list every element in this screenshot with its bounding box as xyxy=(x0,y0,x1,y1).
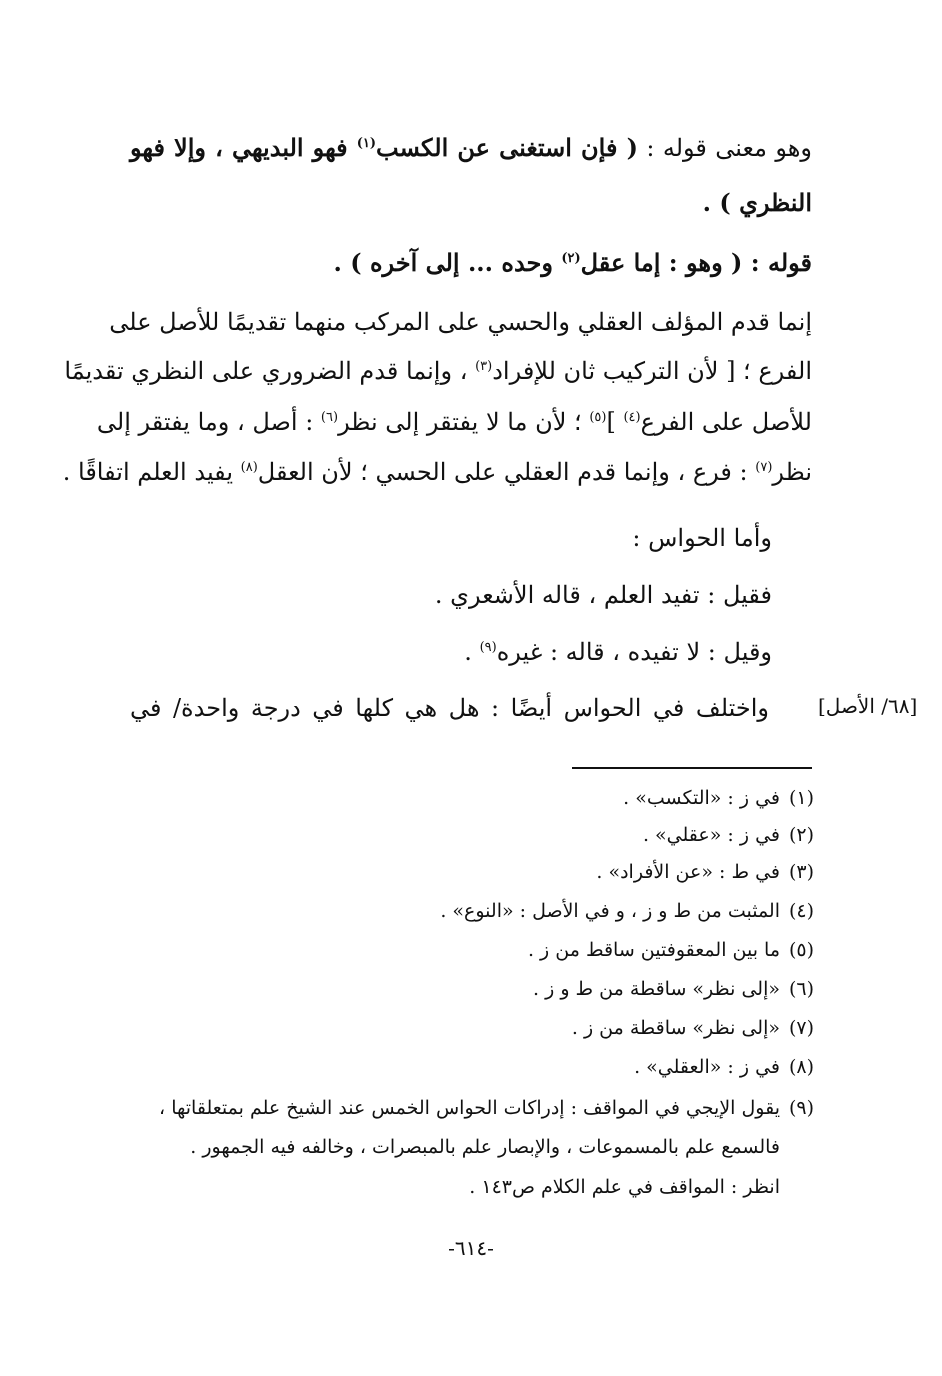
footnote-ref: (١) xyxy=(356,136,377,151)
text: إنما قدم المؤلف العقلي والحسي على المركب منهما تقديمًا للأصل على xyxy=(109,308,812,336)
paragraph-3-line-2 xyxy=(64,351,812,391)
text: واختلف في الحواس أيضًا : هل هي كلها في درجة واحدة/ في xyxy=(130,694,769,722)
quoted-text: ( فإن استغنى عن الكسب$^{(١)}$ فهو البديهي ، وإلا فهو xyxy=(130,133,638,162)
text: قوله : ( وهو : إما عقل xyxy=(580,248,812,277)
footnote-9 xyxy=(159,1093,814,1123)
paragraph-2 xyxy=(334,243,812,283)
footnote-text: في ط : «عن الأفراد» . xyxy=(596,861,780,883)
text: ؛ لأن ما لا يفتقر إلى نظر xyxy=(338,408,590,436)
paragraph-6 xyxy=(464,632,772,672)
text: للأصل على الفرع xyxy=(640,408,812,436)
footnote-2 xyxy=(643,820,814,850)
footnote-text: ما بين المعقوفتين ساقط من ز . xyxy=(527,939,780,961)
footnote-number: (٦) xyxy=(788,978,814,1000)
footnote-ref: (٣) xyxy=(475,359,493,374)
footnote-number: (٨) xyxy=(788,1056,814,1078)
footnote-text: «إلى نظر» ساقطة من ز . xyxy=(571,1017,780,1039)
footnote-ref: (٨) xyxy=(240,460,258,475)
text: وهو معنى قوله : xyxy=(637,134,812,162)
footnote-ref: (٧) xyxy=(755,460,773,475)
footnote-6 xyxy=(533,974,814,1004)
paragraph-5 xyxy=(435,575,772,615)
footnote-number: (٤) xyxy=(788,900,814,922)
footnote-5 xyxy=(528,935,814,965)
footnote-9-continuation-2: انظر : المواقف في علم الكلام ص١٤٣ . xyxy=(469,1176,780,1198)
footnote-number: (٩) xyxy=(788,1097,814,1119)
footnote-ref: (٢) xyxy=(561,251,581,266)
text: وقيل : لا تفيده ، قاله : غيره xyxy=(496,638,772,666)
footnote-text: في ز : «العقلي» . xyxy=(634,1056,780,1078)
footnote-4 xyxy=(440,896,814,926)
text: وأما الحواس : xyxy=(632,524,772,552)
text: ، وإنما قدم الضروري على النظري تقديمًا xyxy=(64,357,476,385)
text: الفرع ؛ [ لأن التركيب ثان للإفراد xyxy=(492,357,812,385)
paragraph-1-line-2 xyxy=(703,183,812,223)
footnote-number: (٢) xyxy=(788,824,814,846)
footnote-7 xyxy=(572,1013,814,1043)
footnote-text: المثبت من ط و ز ، و في الأصل : «النوع» . xyxy=(440,900,780,922)
footnote-8 xyxy=(634,1052,814,1082)
footnote-1 xyxy=(623,783,814,813)
footnote-9-continuation-1: فالسمع علم بالمسموعات ، والإبصار علم بالمبصرات ، وخالفه فيه الجمهور . xyxy=(190,1136,780,1158)
page-number: -٦١٤- xyxy=(448,1236,494,1260)
text: نظر xyxy=(772,458,812,486)
text: يفيد العلم اتفاقًا . xyxy=(62,458,241,486)
paragraph-3-line-1 xyxy=(109,302,812,342)
paragraph-7 xyxy=(130,688,769,728)
footnote-ref: (٦) xyxy=(320,410,339,425)
footnote-separator xyxy=(572,767,812,769)
text: وحده ... إلى آخره ) . xyxy=(333,248,562,277)
footnote-text: يقول الإيجي في المواقف : إدراكات الحواس الخمس عند الشيخ علم بمتعلقاتها ، xyxy=(159,1097,780,1119)
paragraph-1-line-1 xyxy=(130,128,812,168)
text: فقيل : تفيد العلم ، قاله الأشعري . xyxy=(434,581,772,609)
footnote-text: «إلى نظر» ساقطة من ط و ز . xyxy=(533,978,780,1000)
text: . xyxy=(464,638,480,666)
text: ] xyxy=(606,408,624,436)
footnote-text: في ز : «التكسب» . xyxy=(623,787,780,809)
footnote-number: (٧) xyxy=(788,1017,814,1039)
paragraph-3-line-4 xyxy=(63,452,812,492)
footnote-number: (٥) xyxy=(788,939,814,961)
footnote-number: (١) xyxy=(788,787,814,809)
footnote-number: (٣) xyxy=(788,861,814,883)
footnote-3 xyxy=(596,857,814,887)
footnote-ref: (٩) xyxy=(479,640,497,655)
footnote-ref: (٤) xyxy=(623,410,641,425)
text: : فرع ، وإنما قدم العقلي على الحسي ؛ لأن العقل xyxy=(257,458,756,486)
paragraph-3-line-3 xyxy=(96,402,812,442)
footnote-text: في ز : «عقلي» . xyxy=(642,824,780,846)
text: : أصل ، وما يفتقر إلى xyxy=(96,408,321,436)
text: النظري ) . xyxy=(702,188,812,217)
footnote-ref: (٥) xyxy=(589,410,607,425)
margin-note: [٦٨/ الأصل] xyxy=(818,694,918,718)
paragraph-4 xyxy=(632,518,772,558)
